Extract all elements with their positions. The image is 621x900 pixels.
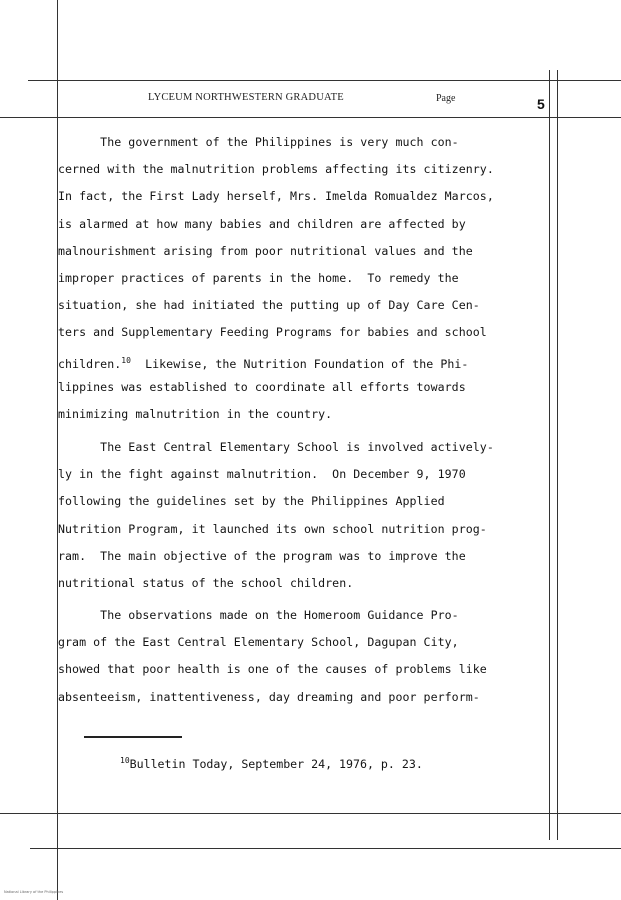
text-line: gram of the East Central Elementary School, Dagupan City, — [58, 635, 459, 650]
footer-rule — [0, 813, 621, 814]
footnote-text: Bulletin Today, September 24, 1976, p. 23. — [129, 757, 423, 771]
footnote-divider — [84, 736, 182, 738]
text-line: The observations made on the Homeroom Guidance Pro- — [58, 608, 459, 622]
text-line: absenteeism, inattentiveness, day dreaming and poor perform- — [58, 689, 480, 704]
text-line: cerned with the malnutrition problems affecting its citizenry. — [58, 162, 494, 177]
text-line: showed that poor health is one of the causes of problems like — [58, 662, 487, 677]
top-rule — [28, 80, 621, 81]
text-line: In fact, the First Lady herself, Mrs. Imelda Romualdez Marcos, — [58, 189, 494, 204]
page-number: 5 — [537, 96, 545, 112]
text-line: nutritional status of the school children. — [58, 575, 354, 590]
text-line: improper practices of parents in the home. To remedy the — [58, 270, 459, 285]
footnote-reference: 10 — [121, 355, 132, 365]
text-line: The East Central Elementary School is involved actively- — [58, 440, 494, 454]
text-line: is alarmed at how many babies and children are affected by — [58, 216, 466, 231]
text-line: The government of the Philippines is very much con- — [58, 135, 459, 149]
paragraph-1 — [58, 129, 558, 428]
text-fragment: Likewise, the Nutrition Foundation of the Phi- — [131, 356, 469, 371]
scan-caption: National Library of the Philippines — [4, 890, 64, 894]
text-line: Nutrition Program, it launched its own school nutrition prog- — [58, 521, 487, 536]
page-label: Page — [436, 93, 456, 104]
text-line: ram. The main objective of the program was to improve the — [58, 548, 466, 563]
text-fragment: children. — [58, 356, 122, 371]
header-rule — [0, 117, 621, 118]
text-line: minimizing malnutrition in the country. — [58, 406, 333, 421]
text-line: situation, she had initiated the putting up of Day Care Cen- — [58, 298, 480, 313]
text-line: malnourishment arising from poor nutritional values and the — [58, 243, 473, 258]
paragraph-2 — [58, 434, 558, 597]
page-header-title: LYCEUM NORTHWESTERN GRADUATE — [148, 92, 344, 103]
text-line: following the guidelines set by the Philippines Applied — [58, 494, 445, 509]
text-line: ly in the fight against malnutrition. On December 9, 1970 — [58, 467, 466, 482]
text-line: lippines was established to coordinate all efforts towards — [58, 379, 466, 394]
text-line: ters and Supplementary Feeding Programs for babies and school — [58, 325, 487, 340]
text-line-with-footnote — [58, 347, 558, 374]
footnote — [120, 756, 423, 771]
bottom-rule — [30, 848, 621, 849]
paragraph-3 — [58, 602, 558, 711]
footnote-number: 10 — [120, 756, 130, 765]
